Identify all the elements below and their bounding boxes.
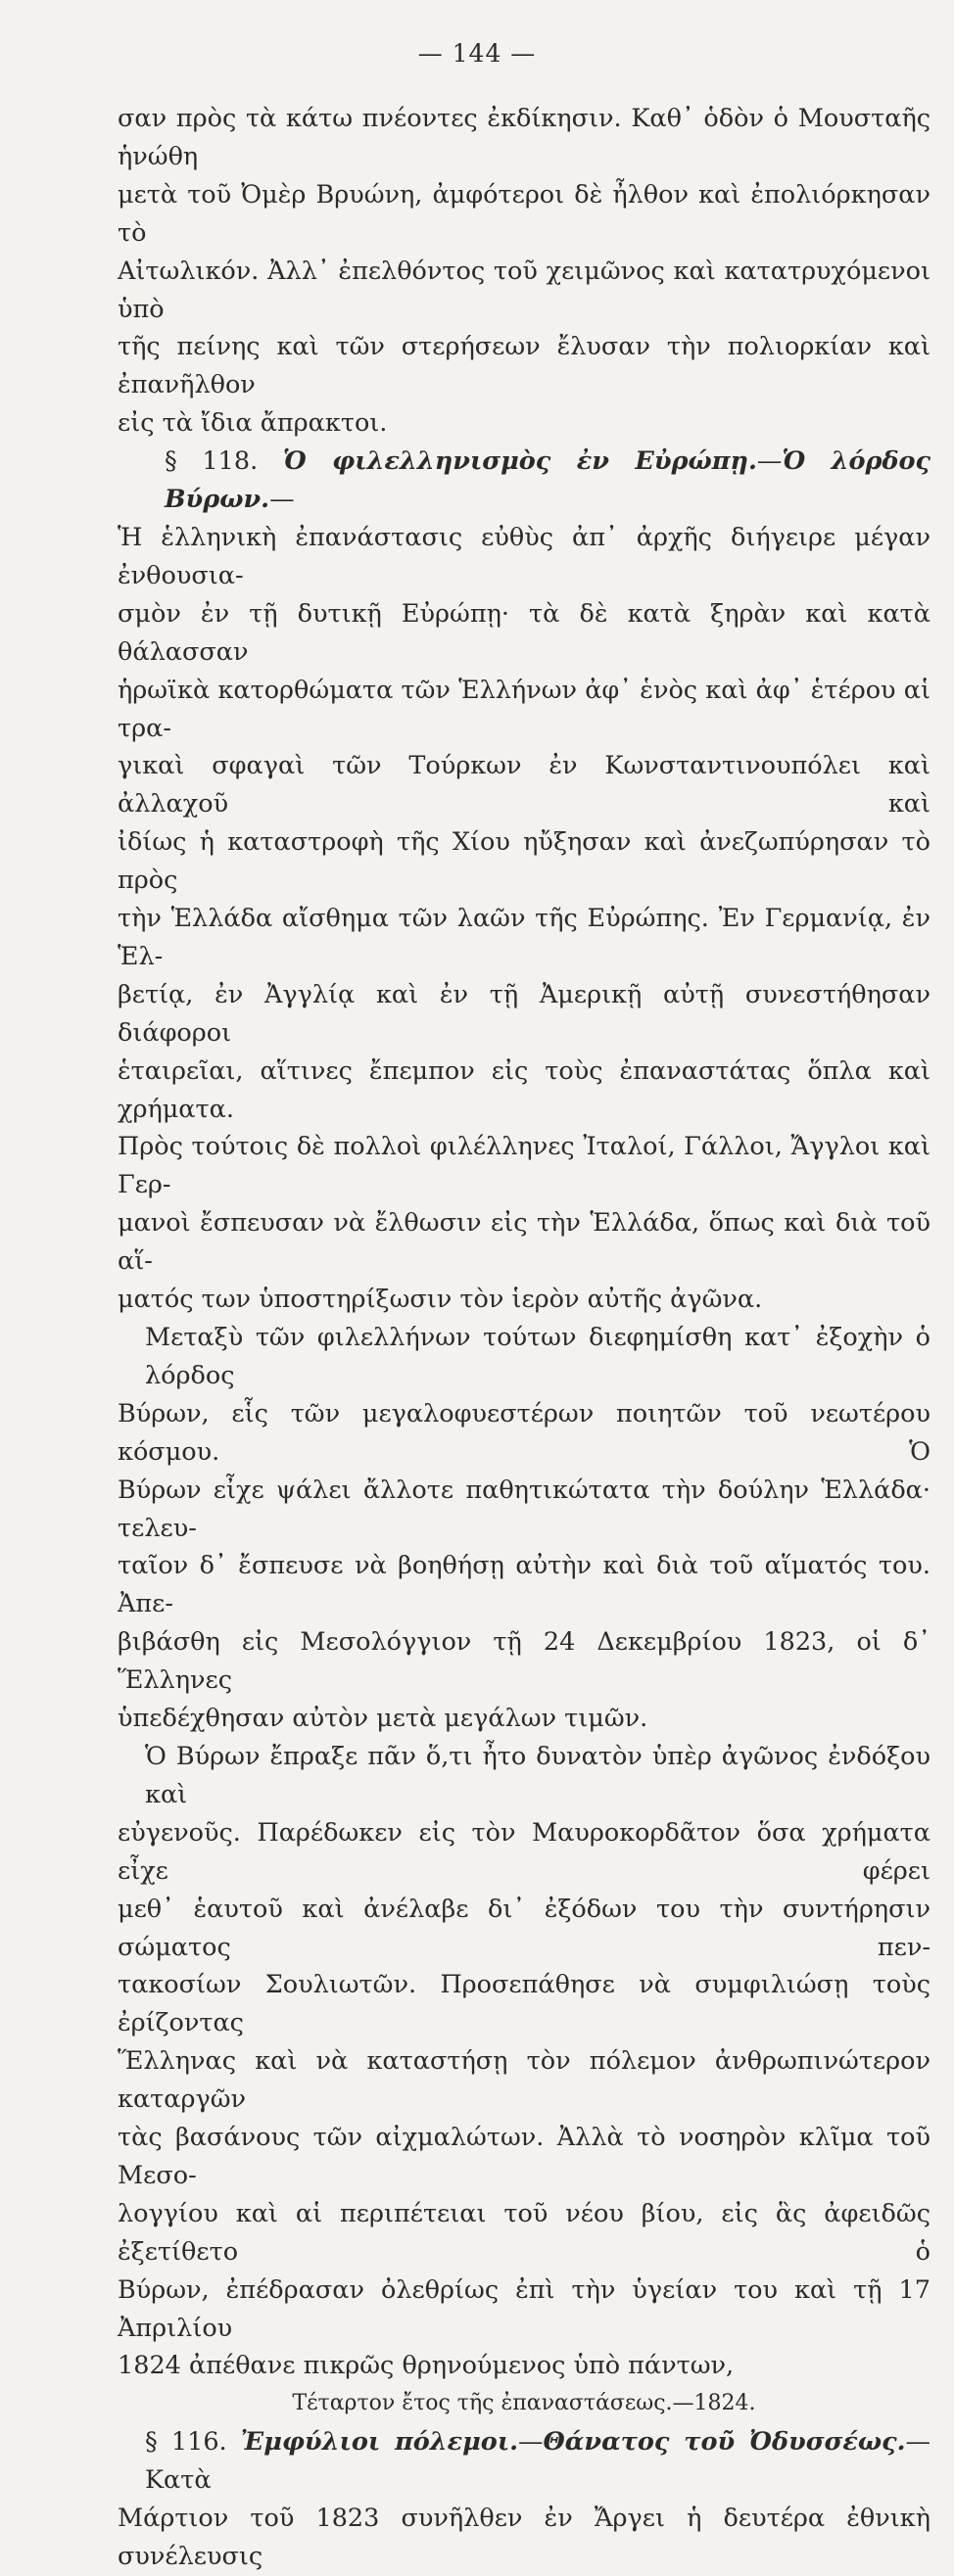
section-116 — [118, 2423, 930, 2576]
text-line: σμὸν ἐν τῇ δυτικῇ Εὐρώπῃ· τὰ δὲ κατὰ ξηρὰν καὶ κατὰ θάλασσαν — [118, 598, 930, 667]
section-dash: — — [905, 2427, 930, 2458]
section-heading — [118, 443, 930, 519]
text-line: βιβάσθη εἰς Μεσολόγγιον τῇ 24 Δεκεμβρίου 1823, οἱ δ᾽ Ἕλληνες — [118, 1627, 930, 1696]
text-line: Ἡ ἑλληνικὴ ἐπανάστασις εὐθὺς ἀπ᾽ ἀρχῆς διήγειρε μέγαν ἐνθουσια- — [118, 522, 930, 590]
text-line: ἰδίως ἡ καταστροφὴ τῆς Χίου ηὔξησαν καὶ ἀνεζωπύρησαν τὸ πρὸς — [118, 827, 930, 896]
text-fragment: Κατὰ — [145, 2465, 212, 2496]
paragraph-byron-deeds — [118, 1738, 930, 2385]
section-118 — [118, 443, 930, 1319]
text-line: Μεταξὺ τῶν φιλελλήνων τούτων διεφημίσθη κατ᾽ ἐξοχὴν ὁ λόρδος — [145, 1323, 930, 1390]
section-dash: — — [756, 446, 783, 477]
text-line: τακοσίων Σουλιωτῶν. Προσεπάθησε νὰ συμφιλιώσῃ τοὺς ἐρίζοντας — [118, 1970, 930, 2038]
year-heading: Τέταρτον ἔτος τῆς ἐπαναστάσεως.—1824. — [292, 2391, 756, 2416]
text-line: τὰς βασάνους τῶν αἰχμαλώτων. Ἀλλὰ τὸ νοσηρὸν κλῖμα τοῦ Μεσο- — [118, 2123, 930, 2190]
text-line: εὐγενοῦς. Παρέδωκεν εἰς τὸν Μαυροκορδᾶτον ὅσα χρήματα εἶχε φέρει — [118, 1817, 930, 1886]
text-line: ταῖον δ᾽ ἔσπευσε νὰ βοηθήσῃ αὐτὴν καὶ διὰ τοῦ αἵματός του. Ἀπε- — [118, 1551, 930, 1619]
text-line: τὴν Ἑλλάδα αἴσθημα τῶν λαῶν τῆς Εὐρώπης. Ἐν Γερμανίᾳ, ἐν Ἑλ- — [118, 904, 930, 971]
text-line: τῆς πείνης καὶ τῶν στερήσεων ἔλυσαν τὴν πολιορκίαν καὶ ἐπανῆλθον — [118, 332, 930, 400]
text-line: Βύρων εἶχε ψάλει ἄλλοτε παθητικώτατα τὴν δούλην Ἑλλάδα· τελευ- — [118, 1475, 930, 1543]
text-line: ἑταιρεῖαι, αἵτινες ἔπεμπον εἰς τοὺς ἐπαναστάτας ὅπλα καὶ χρήματα. — [118, 1055, 930, 1124]
section-number: § 116. — [145, 2427, 227, 2458]
text-line: Πρὸς τούτοις δὲ πολλοὶ φιλέλληνες Ἰταλοί, Γάλλοι, Ἄγγλοι καὶ Γερ- — [118, 1132, 930, 1200]
page-number: — 144 — — [417, 39, 537, 68]
section-title: Ὁ φιλελληνισμὸς ἐν Εὐρώπῃ. — [282, 446, 757, 477]
section-title: Ἐμφύλιοι πόλεμοι. — [240, 2427, 519, 2458]
paragraph-continuation — [118, 100, 930, 443]
section-dash: — — [269, 485, 295, 515]
text-line: ὑπεδέχθησαν αὐτὸν μετὰ μεγάλων τιμῶν. — [118, 1704, 648, 1734]
text-line: ἡρωϊκὰ κατορθώματα τῶν Ἑλλήνων ἀφ᾽ ἑνὸς καὶ ἀφ᾽ ἑτέρου αἱ τρα- — [118, 675, 930, 743]
text-line: μανοὶ ἔσπευσαν νὰ ἔλθωσιν εἰς τὴν Ἑλλάδα, ὅπως καὶ διὰ τοῦ αἵ- — [118, 1208, 930, 1277]
body-text — [118, 100, 930, 2576]
section-heading — [118, 2423, 930, 2500]
text-line: μετὰ τοῦ Ὀμὲρ Βρυώνη, ἀμφότεροι δὲ ἦλθον καὶ ἐπολιόρκησαν τὸ — [118, 179, 930, 248]
text-line: εἰς τὰ ἴδια ἄπρακτοι. — [118, 408, 388, 439]
text-line: Μάρτιον τοῦ 1823 συνῆλθεν ἐν Ἄργει ἡ δευτέρα ἐθνικὴ συνέλευσις — [118, 2504, 930, 2571]
text-line: Βύρων, εἷς τῶν μεγαλοφυεστέρων ποιητῶν τοῦ νεωτέρου κόσμου. Ὁ — [118, 1398, 930, 1467]
text-line: γικαὶ σφαγαὶ τῶν Τούρκων ἐν Κωνσταντινουπόλει καὶ ἀλλαχοῦ καὶ — [118, 751, 930, 820]
text-line: σαν πρὸς τὰ κάτω πνέοντες ἐκδίκησιν. Καθ᾽ ὁδὸν ὁ Μουσταῆς ἡνώθη — [118, 104, 930, 171]
text-line: 1824 ἀπέθανε πικρῶς θρηνούμενος ὑπὸ πάντων, — [118, 2351, 735, 2381]
section-dash: — — [518, 2427, 544, 2458]
text-line: Αἰτωλικόν. Ἀλλ᾽ ἐπελθόντος τοῦ χειμῶνος καὶ κατατρυχόμενοι ὑπὸ — [118, 256, 930, 324]
text-line: μεθ᾽ ἑαυτοῦ καὶ ἀνέλαβε δι᾽ ἐξόδων του τὴν συντήρησιν σώματος πεν- — [118, 1894, 930, 1962]
section-subtitle: Ὁ λόρδος Βύρων. — [165, 446, 930, 515]
text-line: βετίᾳ, ἐν Ἀγγλίᾳ καὶ ἐν τῇ Ἀμερικῇ αὐτῇ συνεστήθησαν διάφοροι — [118, 979, 930, 1048]
text-line: ματός των ὑποστηρίξωσιν τὸν ἱερὸν αὐτῆς ἀγῶνα. — [118, 1285, 763, 1315]
paragraph-byron-intro — [118, 1319, 930, 1738]
text-line: Βύρων, ἐπέδρασαν ὀλεθρίως ἐπὶ τὴν ὑγείαν του καὶ τῇ 17 Ἀπριλίου — [118, 2274, 930, 2343]
section-subtitle: Θάνατος τοῦ Ὀδυσσέως. — [543, 2427, 906, 2458]
text-line: λογγίου καὶ αἱ περιπέτειαι τοῦ νέου βίου, εἰς ἃς ἀφειδῶς ἐξετίθετο ὁ — [118, 2198, 930, 2267]
text-line: Ὁ Βύρων ἔπραξε πᾶν ὅ,τι ἦτο δυνατὸν ὑπὲρ ἀγῶνος ἐνδόξου καὶ — [145, 1741, 930, 1809]
text-line: Ἕλληνας καὶ νὰ καταστήσῃ τὸν πόλεμον ἀνθρωπινώτερον καταργῶν — [118, 2046, 930, 2115]
section-number: § 118. — [165, 446, 259, 477]
